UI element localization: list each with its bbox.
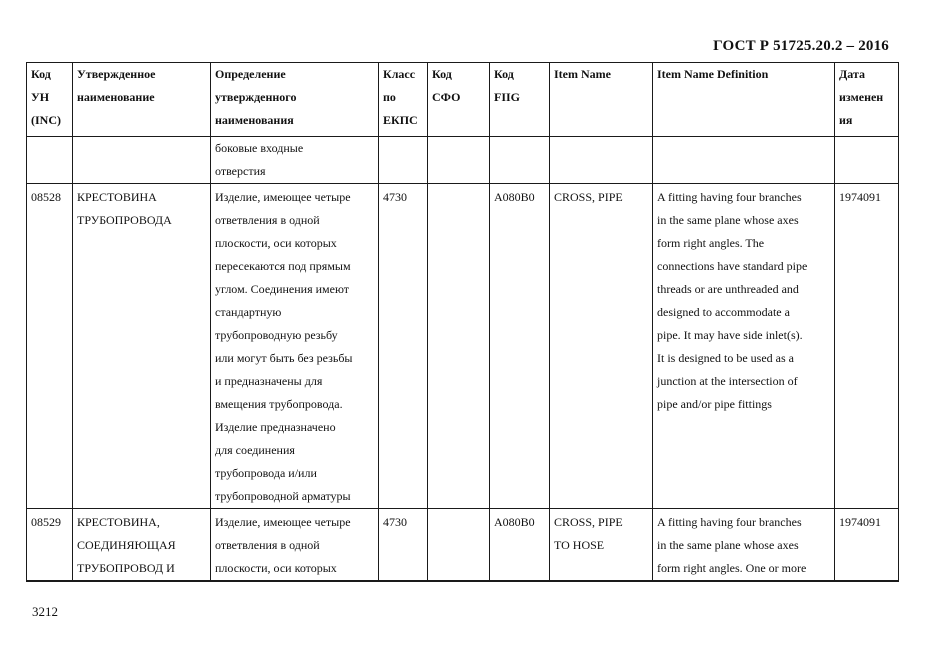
- cell-inc: 08529: [27, 509, 73, 582]
- nomenclature-table: [26, 62, 899, 582]
- cell-approved-name: [73, 137, 211, 184]
- cell-fiig-code: A080B0: [490, 184, 550, 509]
- header-item-name: Item Name: [550, 63, 653, 137]
- cell-inc: 08528: [27, 184, 73, 509]
- cell-item-name: CROSS, PIPE TO HOSE: [550, 509, 653, 582]
- cell-sfo-code: [428, 137, 490, 184]
- cell-fiig-code: A080B0: [490, 509, 550, 582]
- cell-change-date: 1974091: [835, 509, 899, 582]
- cell-change-date: 1974091: [835, 184, 899, 509]
- table-row: [27, 509, 899, 582]
- cell-definition: Изделие, имеющее четыре ответвления в одной плоскости, оси которых пересекаются под прямым углом. Соединения имеют стандартную трубопроводную резьбу или могут быть без резьбы и предназначены для вмещения трубопровода. Изделие предназначено для соединения трубопровода и/или трубопроводной арматуры: [211, 184, 379, 509]
- cell-item-name-definition: A fitting having four branches in the same plane whose axes form right angles. The connections have standard pipe threads or are unthreaded and designed to accommodate a pipe. It may have side inlet(s). It is designed to be used as a junction at the intersection of pipe and/or pipe fittings: [653, 184, 835, 509]
- cell-sfo-code: [428, 184, 490, 509]
- cell-ekps-class: 4730: [379, 509, 428, 582]
- header-definition: Определение утвержденного наименования: [211, 63, 379, 137]
- cell-item-name: CROSS, PIPE: [550, 184, 653, 509]
- cell-ekps-class: [379, 137, 428, 184]
- header-item-name-definition: Item Name Definition: [653, 63, 835, 137]
- cell-ekps-class: 4730: [379, 184, 428, 509]
- table-row: [27, 184, 899, 509]
- cell-approved-name: КРЕСТОВИНА, СОЕДИНЯЮЩАЯ ТРУБОПРОВОД И: [73, 509, 211, 582]
- header-change-date: Дата изменен ия: [835, 63, 899, 137]
- document-title: ГОСТ Р 51725.20.2 – 2016: [713, 38, 889, 54]
- table-header-row: [27, 63, 899, 137]
- table-row: [27, 137, 899, 184]
- header-inc: Код УН (INC): [27, 63, 73, 137]
- cell-change-date: [835, 137, 899, 184]
- cell-definition: боковые входные отверстия: [211, 137, 379, 184]
- header-fiig-code: Код FIIG: [490, 63, 550, 137]
- cell-fiig-code: [490, 137, 550, 184]
- header-sfo-code: Код СФО: [428, 63, 490, 137]
- cell-definition: Изделие, имеющее четыре ответвления в одной плоскости, оси которых: [211, 509, 379, 582]
- cell-item-name: [550, 137, 653, 184]
- header-ekps-class: Класс по ЕКПС: [379, 63, 428, 137]
- page-number: 3212: [32, 604, 58, 619]
- cell-inc: [27, 137, 73, 184]
- cell-approved-name: КРЕСТОВИНА ТРУБОПРОВОДА: [73, 184, 211, 509]
- cell-sfo-code: [428, 509, 490, 582]
- cell-item-name-definition: A fitting having four branches in the same plane whose axes form right angles. One or more: [653, 509, 835, 582]
- cell-item-name-definition: [653, 137, 835, 184]
- header-approved-name: Утвержденное наименование: [73, 63, 211, 137]
